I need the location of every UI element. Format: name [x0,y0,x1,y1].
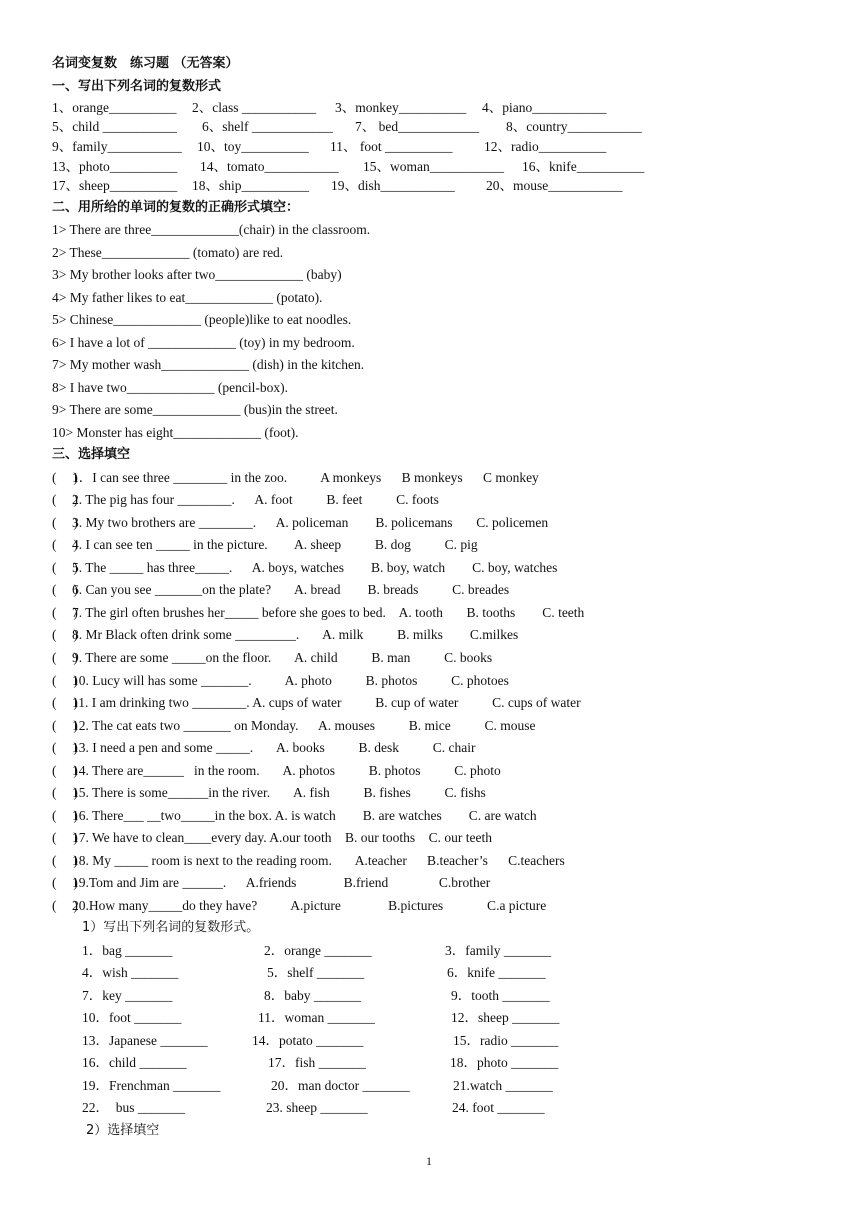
part2-heading: 2）选择填空 [86,1123,160,1138]
s2-item: 9> There are some_____________ (bus)in the street. [52,402,338,417]
p1-item: 13．Japanese _______ [82,1033,208,1048]
s1-item: 20、mouse___________ [486,178,623,193]
p1-item: 14．potato _______ [252,1033,364,1048]
s1-item: 9、family___________ [52,139,182,154]
s3-item: 2. The pig has four ________. A. foot B. feet C. foots [72,492,439,507]
s1-item: 13、photo__________ [52,159,178,174]
s3-item: 20.How many_____do they have? A.picture B.pictures C.a picture [72,898,547,913]
p1-item: 7．key _______ [82,988,173,1003]
s3-item: 19.Tom and Jim are ______. A.friends B.friend C.brother [72,875,491,890]
s2-item: 4> My father likes to eat_____________ (potato). [52,290,323,305]
answer-parentheses: ( ) [52,605,78,620]
s2-item: 8> I have two_____________ (pencil-box). [52,380,288,395]
s3-item: 4. I can see ten _____ in the picture. A. sheep B. dog C. pig [72,537,478,552]
s1-item: 7、 bed____________ [355,119,480,134]
s3-item: 16. There___ __two_____in the box. A. is watch B. are watches C. are watch [72,808,537,823]
section3-heading: 三、选择填空 [52,447,131,462]
answer-parentheses: ( ) [52,898,78,913]
p1-item: 16．child _______ [82,1055,187,1070]
answer-parentheses: ( ) [52,740,78,755]
p1-item: 24. foot _______ [452,1100,545,1115]
s1-item: 10、toy__________ [197,139,309,154]
s2-item: 2> These_____________ (tomato) are red. [52,245,284,260]
answer-parentheses: ( ) [52,560,78,575]
s1-item: 16、knife__________ [522,159,645,174]
s1-item: 18、ship__________ [192,178,310,193]
p1-item: 19．Frenchman _______ [82,1078,221,1093]
answer-parentheses: ( ) [52,785,78,800]
answer-parentheses: ( ) [52,763,78,778]
s2-item: 3> My brother looks after two_____________ (baby) [52,267,342,282]
answer-parentheses: ( ) [52,695,78,710]
s3-item: 11. I am drinking two ________. A. cups of water B. cup of water C. cups of water [72,695,581,710]
s3-item: 5. The _____ has three_____. A. boys, watches B. boy, watch C. boy, watches [72,560,558,575]
p1-item: 22． bus _______ [82,1100,186,1115]
p1-item: 10．foot _______ [82,1010,182,1025]
p1-item: 1．bag _______ [82,943,173,958]
answer-parentheses: ( ) [52,492,78,507]
s3-item: 1．I can see three ________ in the zoo. A monkeys B monkeys C monkey [72,470,539,485]
s2-item: 6> I have a lot of _____________ (toy) in my bedroom. [52,335,355,350]
s2-item: 10> Monster has eight_____________ (foot). [52,425,299,440]
s1-item: 17、sheep__________ [52,178,178,193]
answer-parentheses: ( ) [52,627,78,642]
s3-item: 17. We have to clean____every day. A.our tooth B. our tooths C. our teeth [72,830,492,845]
s1-item: 1、orange__________ [52,100,177,115]
p1-item: 11．woman _______ [258,1010,375,1025]
s3-item: 10. Lucy will has some _______. A. photo B. photos C. photoes [72,673,509,688]
s1-item: 15、woman___________ [363,159,504,174]
s3-item: 7. The girl often brushes her_____ before she goes to bed. A. tooth B. tooths C. teeth [72,605,585,620]
document-title: 名词变复数 练习题 （无答案） [52,56,239,71]
s1-item: 14、tomato___________ [200,159,339,174]
p1-item: 18．photo _______ [450,1055,559,1070]
page-number: 1 [426,1154,432,1168]
p1-item: 8．baby _______ [264,988,362,1003]
section2-heading: 二、用所给的单词的复数的正确形式填空： [52,200,300,215]
answer-parentheses: ( ) [52,808,78,823]
s1-item: 5、child ___________ [52,119,177,134]
part1-heading: 1）写出下列名词的复数形式。 [82,920,260,935]
s1-item: 2、class ___________ [192,100,317,115]
s3-item: 8. Mr Black often drink some _________. A. milk B. milks C.milkes [72,627,519,642]
s1-item: 19、dish___________ [331,178,455,193]
answer-parentheses: ( ) [52,650,78,665]
p1-item: 15．radio _______ [453,1033,559,1048]
answer-parentheses: ( ) [52,582,78,597]
s1-item: 12、radio__________ [484,139,607,154]
answer-parentheses: ( ) [52,537,78,552]
s3-item: 14. There are______ in the room. A. photos B. photos C. photo [72,763,501,778]
answer-parentheses: ( ) [52,515,78,530]
answer-parentheses: ( ) [52,853,78,868]
p1-item: 6．knife _______ [447,965,546,980]
p1-item: 20．man doctor _______ [271,1078,410,1093]
s3-item: 3. My two brothers are ________. A. policeman B. policemans C. policemen [72,515,549,530]
s3-item: 18. My _____ room is next to the reading room. A.teacher B.teacher’s C.teachers [72,853,565,868]
p1-item: 21.watch _______ [453,1078,553,1093]
s3-item: 15. There is some______in the river. A. fish B. fishes C. fishs [72,785,486,800]
s3-item: 6. Can you see _______on the plate? A. bread B. breads C. breades [72,582,510,597]
answer-parentheses: ( ) [52,830,78,845]
p1-item: 5．shelf _______ [267,965,365,980]
s3-item: 13. I need a pen and some _____. A. books B. desk C. chair [72,740,476,755]
answer-parentheses: ( ) [52,673,78,688]
s1-item: 4、piano___________ [482,100,607,115]
s2-item: 5> Chinese_____________ (people)like to eat noodles. [52,312,352,327]
p1-item: 3．family _______ [445,943,552,958]
p1-item: 12．sheep _______ [451,1010,560,1025]
s1-item: 6、shelf ____________ [202,119,333,134]
p1-item: 2．orange _______ [264,943,372,958]
s1-item: 8、country___________ [506,119,642,134]
answer-parentheses: ( ) [52,875,78,890]
p1-item: 9．tooth _______ [451,988,550,1003]
answer-parentheses: ( ) [52,718,78,733]
s3-item: 12. The cat eats two _______ on Monday. A. mouses B. mice C. mouse [72,718,536,733]
p1-item: 23. sheep _______ [266,1100,368,1115]
p1-item: 17．fish _______ [268,1055,366,1070]
s2-item: 1> There are three_____________(chair) in the classroom. [52,222,371,237]
s1-item: 11、 foot __________ [330,139,453,154]
answer-parentheses: ( ) [52,470,78,485]
section1-heading: 一、写出下列名词的复数形式 [52,79,222,94]
s3-item: 9. There are some _____on the floor. A. child B. man C. books [72,650,493,665]
s1-item: 3、monkey__________ [335,100,467,115]
p1-item: 4．wish _______ [82,965,179,980]
s2-item: 7> My mother wash_____________ (dish) in the kitchen. [52,357,365,372]
